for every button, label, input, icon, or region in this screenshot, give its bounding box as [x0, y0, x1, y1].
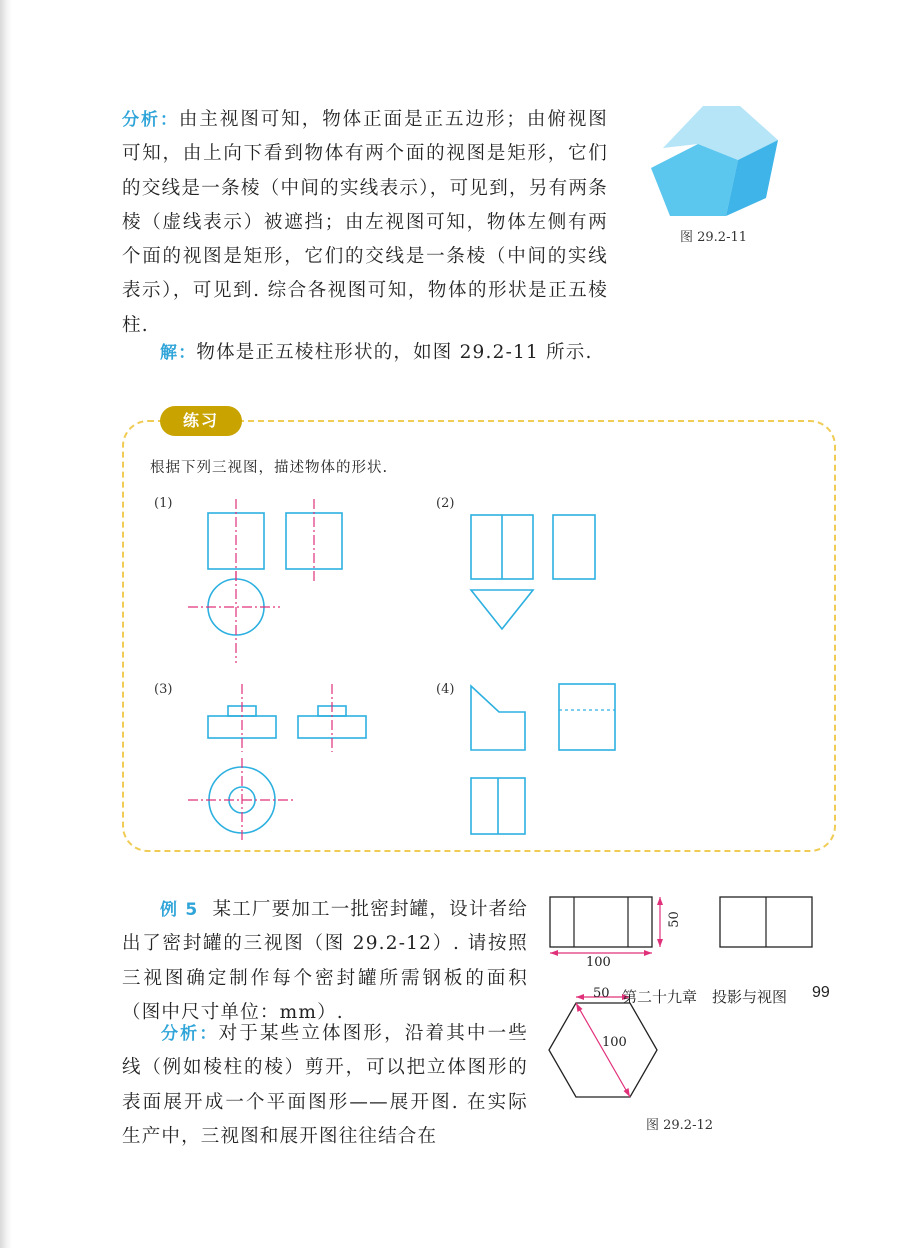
- fig12-side-label: 50: [593, 986, 610, 1001]
- item-4-front-view: [471, 686, 525, 750]
- practice-instruction: 根据下列三视图，描述物体的形状.: [150, 460, 389, 476]
- prism-front-face: [651, 144, 738, 216]
- fig12-width-label: 100: [586, 955, 611, 970]
- fig12-diagonal-label: 100: [602, 1035, 627, 1050]
- item-2-views: [465, 505, 625, 645]
- figure-12-caption: 图 29.2-12: [646, 1118, 714, 1133]
- solution-paragraph: [122, 336, 642, 370]
- analysis-label: 分析：: [122, 110, 179, 130]
- analysis-paragraph: [122, 103, 608, 343]
- fig12-height-arrow-bottom: [657, 939, 663, 947]
- analysis-text: 由主视图可知，物体正面是正五边形；由俯视图可知，由上向下看到物体有两个面的视图是矩形，它们的交线是一条棱（中间的实线表示），可见到，另有两条棱（虚线表示）被遮挡；由左视图可知，物体左侧有两个面的视图是矩形，它们的交线是一条棱（中间的实线表示），可见到. 综合各视图可知，物体的形状是正五棱柱.: [122, 109, 609, 336]
- item-1-views: [180, 495, 380, 675]
- fig12-diagonal-dimension-line: [576, 1003, 630, 1097]
- page-edge-shadow: [0, 0, 12, 1248]
- example-5-paragraph: [122, 893, 528, 1030]
- item-4-views: [465, 680, 665, 850]
- analysis-2-label: 分析：: [160, 1024, 219, 1044]
- fig12-width-arrow-right: [644, 950, 652, 956]
- fig12-height-label: 50: [666, 911, 682, 928]
- analysis-2-paragraph: [122, 1017, 528, 1154]
- item-3-views: [180, 680, 380, 840]
- pentagonal-prism-figure: [648, 100, 788, 220]
- example-5-text: 某工厂要加工一批密封罐，设计者给出了密封罐的三视图（图 29.2-12）. 请按照三视图确定制作每个密封罐所需钢板的面积（图中尺寸单位：mm）.: [122, 899, 528, 1023]
- item-2-side-view: [553, 515, 595, 579]
- analysis-2-text: 对于某些立体图形，沿着其中一些线（例如棱柱的棱）剪开，可以把立体图形的表面展开成一个平面图形——展开图. 在实际生产中，三视图和展开图往往结合在: [122, 1023, 528, 1147]
- example-5-label: 例 5: [160, 900, 199, 920]
- fig12-diag-arrow-bottom: [624, 1088, 631, 1097]
- fig12-side-arrow-left: [576, 994, 584, 1000]
- fig12-width-arrow-left: [550, 950, 558, 956]
- item-3-number: (3): [154, 682, 173, 697]
- fig12-height-arrow-top: [657, 897, 663, 905]
- practice-tag: 练习: [160, 406, 242, 436]
- item-4-side-view: [559, 684, 615, 750]
- footer-chapter-title: 第二十九章 投影与视图: [622, 988, 788, 1006]
- fig12-front-view: [550, 897, 652, 947]
- fig12-diag-arrow-top: [576, 1003, 583, 1012]
- item-2-top-view: [471, 590, 533, 629]
- item-1-number: (1): [154, 496, 173, 511]
- footer-page-number: 99: [812, 984, 830, 1001]
- item-4-number: (4): [436, 682, 455, 697]
- item-2-number: (2): [436, 496, 455, 511]
- figure-11-caption: 图 29.2-11: [680, 230, 748, 245]
- solution-text: 物体是正五棱柱形状的，如图 29.2-11 所示.: [196, 342, 593, 363]
- solution-label: 解：: [160, 343, 197, 363]
